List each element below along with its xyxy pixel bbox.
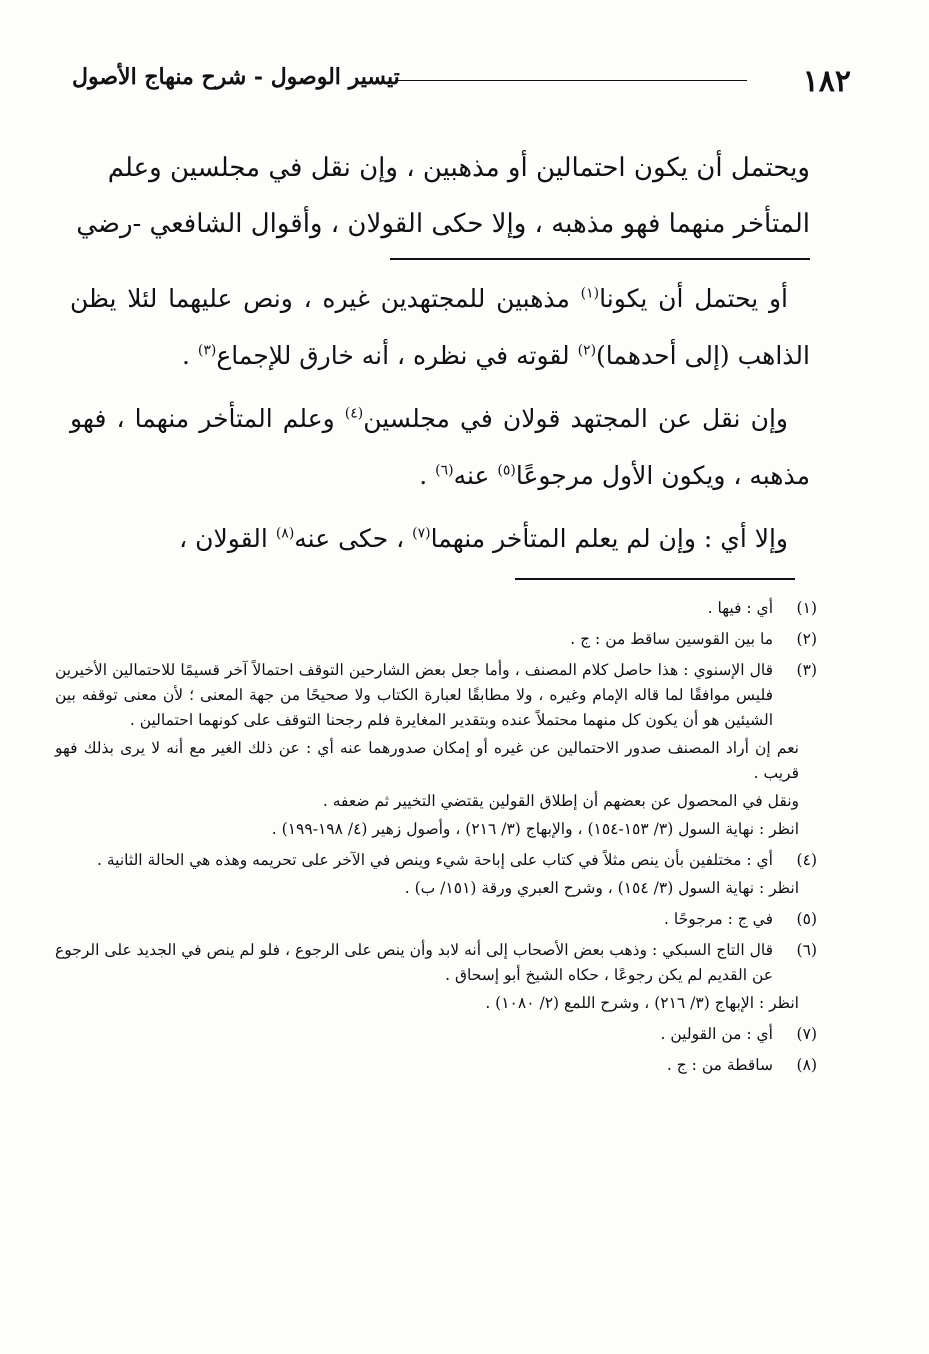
footnote xyxy=(55,1022,817,1047)
footnote-number: (٢) xyxy=(796,630,817,648)
footnote-number: (٣) xyxy=(796,661,817,679)
footnotes xyxy=(55,596,817,1084)
text-run: القولان ، xyxy=(179,524,276,553)
text-run: مذهبين للمجتهدين غيره ، ونص عليهما لئلا يظن الذاهب (إلى أحدهما) xyxy=(70,284,810,370)
header-rule xyxy=(395,80,747,81)
footnote-text: ساقطة من : ج . xyxy=(666,1056,773,1074)
footnote xyxy=(55,907,817,932)
footnote-ref[interactable]: (٨) xyxy=(275,525,295,542)
footnote-text: أي : من القولين . xyxy=(660,1025,773,1043)
footnote xyxy=(55,1053,817,1078)
footnote-number: (٨) xyxy=(796,1056,817,1074)
footnote-text: قال التاج السبكي : وذهب بعض الأصحاب إلى أنه لابد وأن ينص على الرجوع ، فلو لم ينص في الجديد على الرجوع عن القديم لم يكن رجوعًا ، حكاه الشيخ أبو إسحاق . xyxy=(55,941,773,984)
footnote-separator xyxy=(515,578,795,580)
footnote-ref[interactable]: (٦) xyxy=(435,462,454,479)
footnote-ref[interactable]: (١) xyxy=(580,285,600,302)
running-title: تيسير الوصول - شرح منهاج الأصول xyxy=(72,64,400,90)
footnote xyxy=(55,938,817,1016)
footnote xyxy=(55,658,817,842)
text-run: . xyxy=(181,341,198,370)
commentary-text xyxy=(70,270,810,573)
footnote xyxy=(55,848,817,901)
matn-separator xyxy=(390,258,810,260)
footnote-text: أي : فيها . xyxy=(707,599,773,617)
commentary-paragraph xyxy=(70,390,810,504)
footnote-reference: انظر : نهاية السول (٣/ ١٥٣-١٥٤) ، والإبهاج (٣/ ٢١٦) ، وأصول زهير (٤/ ١٩٨-١٩٩) . xyxy=(271,820,799,838)
text-run: . xyxy=(419,461,436,490)
footnote-text: ما بين القوسين ساقط من : ج . xyxy=(570,630,773,648)
text-run: وإن نقل عن المجتهد قولان في مجلسين xyxy=(363,404,788,433)
page-number: ١٨٢ xyxy=(802,64,851,99)
commentary-paragraph xyxy=(70,270,810,384)
footnote-continuation: نعم إن أراد المصنف صدور الاحتمالين عن غيره أو إمكان صدورهما عنه أي : عن ذلك الغير مع أنه لا يرى بذلك فهو قريب . xyxy=(55,739,799,782)
text-run: عنه xyxy=(453,461,498,490)
footnote-text: قال الإسنوي : هذا حاصل كلام المصنف ، وأما جعل بعض الشارحين التوقف احتمالاً آخر قسيمًا للاحتمالين الأخيرين فليس موافقًا لما قاله الإمام وغيره ، ولا مطابقًا لعبارة الكتاب ولا صحيحًا من جهة المعنى ؛ لأن معنى توقفه بين الشيئين هو أن يكون كل منهما محتملاً عنده وبتقدير المغايرة فلم رجحنا التوقف على كونهما احتمالين . xyxy=(55,661,773,729)
footnote xyxy=(55,596,817,621)
footnote-number: (٦) xyxy=(796,941,817,959)
footnote-continuation: ونقل في المحصول عن بعضهم أن إطلاق القولين يقتضي التخيير ثم ضعفه . xyxy=(322,792,799,810)
footnote-text: في ج : مرجوحًا . xyxy=(664,910,773,928)
matn-line: المتأخر منهما فهو مذهبه ، وإلا حكى القولان ، وأقوال الشافعي -رضي xyxy=(76,209,810,239)
footnote-ref[interactable]: (٧) xyxy=(412,525,431,542)
footnote-number: (٧) xyxy=(796,1025,817,1043)
matn-line: ويحتمل أن يكون احتمالين أو مذهبين ، وإن نقل في مجلسين وعلم xyxy=(107,153,810,183)
text-run: لقوته في نظره ، أنه خارق للإجماع xyxy=(216,341,578,370)
footnote-number: (٤) xyxy=(796,851,817,869)
footnote-ref[interactable]: (٤) xyxy=(344,405,364,422)
text-run: وإلا أي : وإن لم يعلم المتأخر منهما xyxy=(430,524,788,553)
matn-text xyxy=(70,140,810,252)
footnote-reference: انظر : الإبهاج (٣/ ٢١٦) ، وشرح اللمع (٢/ ١٠٨٠) . xyxy=(485,994,799,1012)
footnote-number: (٥) xyxy=(796,910,817,928)
text-run: ، حكى عنه xyxy=(294,524,413,553)
footnote xyxy=(55,627,817,652)
footnote-reference: انظر : نهاية السول (٣/ ١٥٤) ، وشرح العبري ورقة (١٥١/ ب) . xyxy=(404,879,799,897)
text-run: أو يحتمل أن يكونا xyxy=(599,284,788,313)
footnote-ref[interactable]: (٣) xyxy=(197,342,217,359)
footnote-ref[interactable]: (٢) xyxy=(577,342,597,359)
footnote-number: (١) xyxy=(796,599,817,617)
commentary-paragraph xyxy=(70,510,810,567)
text-run: وعلم المتأخر منهما ، فهو مذهبه ، ويكون الأول مرجوعًا xyxy=(70,404,810,490)
footnote-text: أي : مختلفين بأن ينص مثلاً في كتاب على إباحة شيء وينص في الآخر على تحريمه وهذه هي الحالة الثانية . xyxy=(97,851,773,869)
footnote-ref[interactable]: (٥) xyxy=(497,462,516,479)
